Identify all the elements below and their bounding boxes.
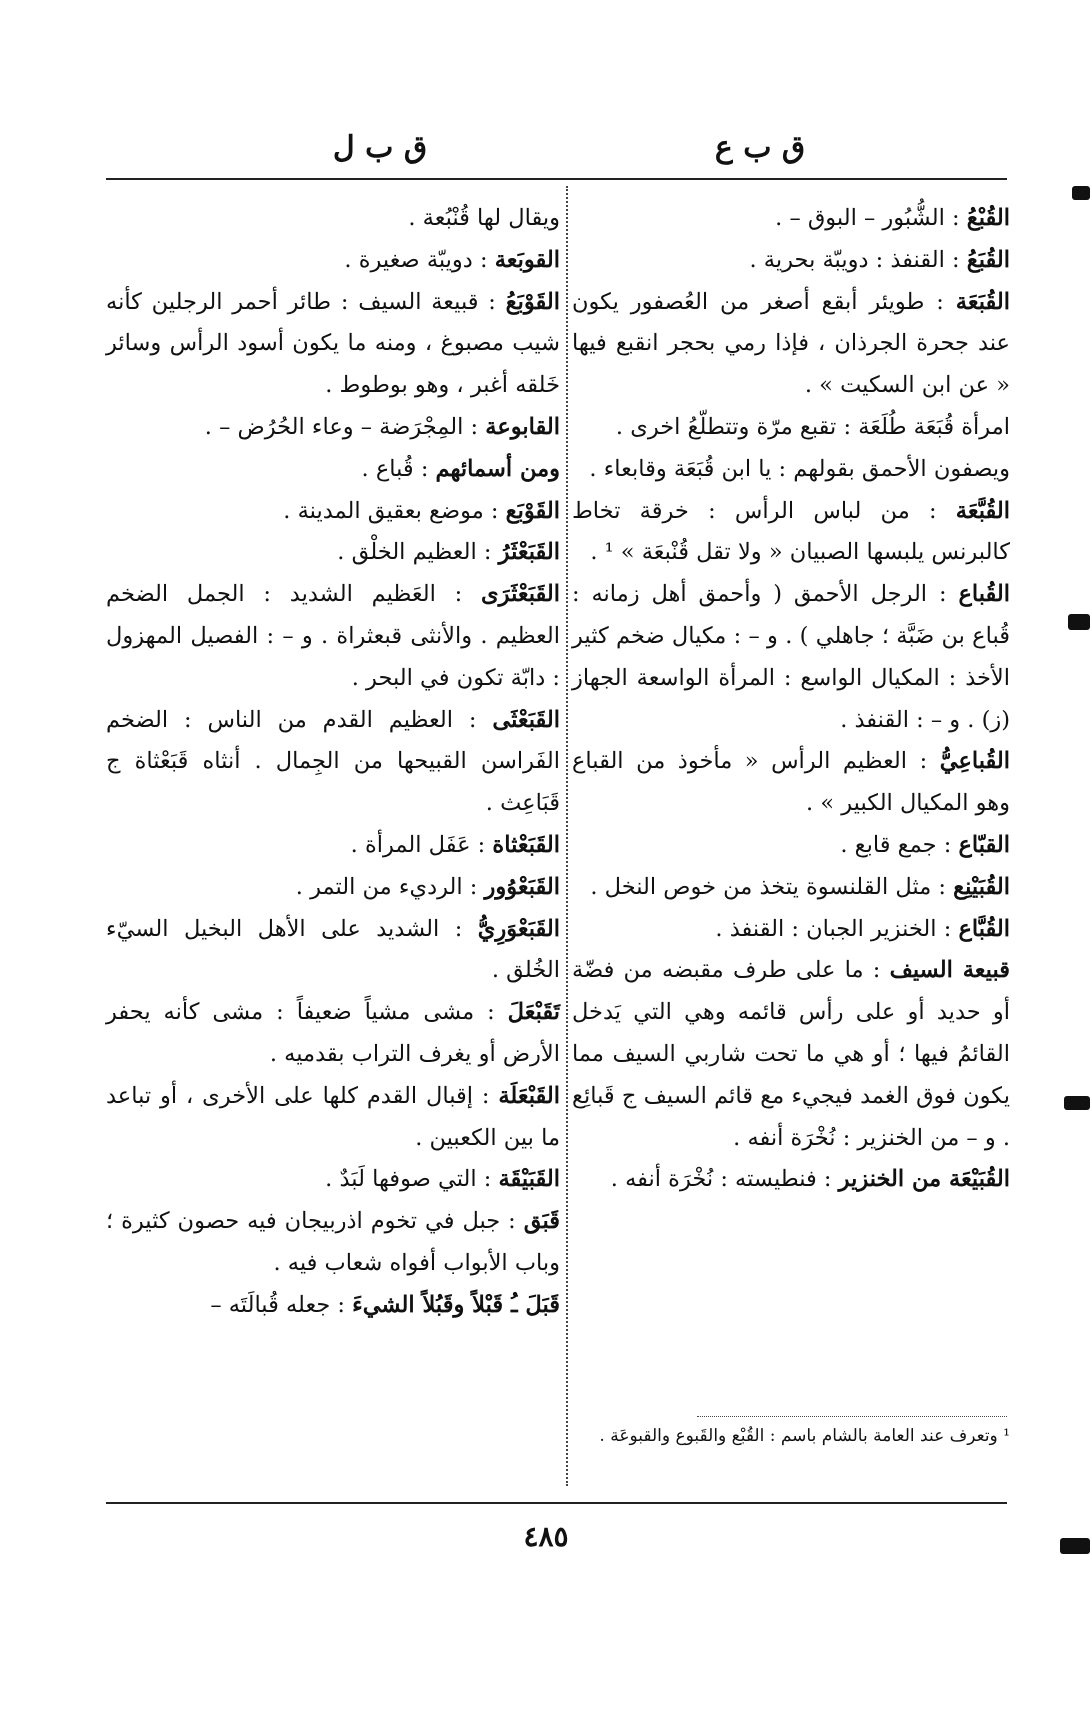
entry-definition: : قُباع . bbox=[361, 455, 436, 482]
dictionary-entry bbox=[106, 240, 560, 282]
entry-definition: : مثل القلنسوة يتخذ من خوص النخل . bbox=[590, 873, 954, 900]
entry-headword: القَبَعْوَرِيُّ bbox=[477, 915, 560, 942]
entry-definition: : الشُّبُور – البوق – . bbox=[775, 205, 967, 231]
dictionary-entry bbox=[106, 1201, 560, 1285]
entry-headword: قبيعة السيف bbox=[889, 957, 1010, 984]
entry-definition: : من لباس الرأس : خرقة تخاط كالبرنس يلبسها الصبيان « ولا تقل قُنْبعَة » ¹ . bbox=[572, 497, 1010, 566]
footnote-rule bbox=[697, 1416, 1007, 1417]
entry-definition: : القنفذ : دويبّة بحرية . bbox=[749, 246, 967, 273]
dictionary-entry bbox=[106, 1076, 560, 1160]
entry-definition: : العظيم الخلْق . bbox=[337, 539, 499, 566]
entry-headword: القَوْبَع bbox=[505, 497, 560, 524]
entry-headword: القُبَّعَة bbox=[955, 497, 1010, 524]
entry-headword: القَبَيْقَة bbox=[498, 1166, 560, 1193]
dictionary-entry bbox=[106, 532, 560, 574]
running-header-right: ق ب ع bbox=[714, 130, 806, 165]
entry-headword: القُبَعَة bbox=[955, 288, 1010, 315]
entry-headword: القَبْعَلَة bbox=[498, 1082, 560, 1109]
entry-headword: القوبَعة bbox=[494, 246, 560, 273]
entry-definition: : دويبّة صغيرة . bbox=[344, 246, 495, 273]
entry-headword: قَبَلَ ـُ قَبْلاً وقَبُلاً الشيءَ bbox=[352, 1291, 560, 1318]
dictionary-entry bbox=[572, 950, 1010, 1159]
entry-definition: : جمع قابع . bbox=[840, 831, 959, 858]
entry-definition: : موضع بعقيق المدينة . bbox=[283, 497, 506, 524]
dictionary-entry bbox=[572, 449, 1010, 491]
dictionary-entry bbox=[106, 909, 560, 993]
entry-definition: ويصفون الأحمق بقولهم : يا ابن قُبَعَة وقابعاء . bbox=[589, 455, 1010, 482]
dictionary-entry bbox=[572, 574, 1010, 741]
dictionary-entry bbox=[106, 574, 560, 699]
dictionary-entry bbox=[106, 1285, 560, 1327]
entry-definition: : عَفَل المرأة . bbox=[350, 831, 493, 858]
entry-headword: القَبَعْوُور bbox=[484, 873, 560, 900]
dictionary-entry bbox=[572, 867, 1010, 909]
entry-definition: : المِجْرَضة – وعاء الحُرُض – . bbox=[204, 413, 486, 440]
entry-headword: القُباع bbox=[958, 581, 1010, 608]
entry-definition: : الرجل الأحمق ( وأحمق أهل زمانه : قُباع بن ضَبَّة ؛ جاهلي ) . و – : مكيال ضخم كثير الأخذ : المكيال الواسع : المرأة الواسعة الجهاز (ز) . و – : القنفذ . bbox=[572, 581, 1010, 733]
entry-definition: ويقال لها قُنْبُعة . bbox=[408, 205, 560, 231]
entry-definition: : قبيعة السيف : طائر أحمر الرجلين كأنه شيب مصبوغ ، ومنه ما يكون أسود الرأس وسائر خَلقه أغبر ، وهو بوطوط . bbox=[106, 288, 560, 399]
bottom-rule bbox=[106, 1502, 1007, 1504]
entry-headword: القبّاع bbox=[958, 831, 1010, 858]
dictionary-entry bbox=[572, 240, 1010, 282]
entry-headword: القُباعِيُّ bbox=[939, 748, 1010, 775]
scan-edge-mark bbox=[1060, 1538, 1090, 1554]
entry-headword: القُبْعُ bbox=[966, 205, 1010, 231]
entry-definition: : إقبال القدم كلها على الأخرى ، أو تباعد ما بين الكعبين . bbox=[106, 1082, 560, 1151]
entry-definition: : فنطيسته : نُخْرَة أنفه . bbox=[610, 1166, 839, 1193]
dictionary-entry bbox=[572, 282, 1010, 407]
dictionary-entry bbox=[106, 282, 560, 407]
entry-headword: القُبَّاع bbox=[958, 915, 1010, 942]
entry-headword: القُبَيْعَة من الخنزير bbox=[838, 1166, 1010, 1193]
dictionary-entry bbox=[572, 407, 1010, 449]
scan-edge-mark bbox=[1072, 186, 1090, 200]
entry-definition: : جبل في تخوم اذربيجان فيه حصون كثيرة ؛ وباب الأبواب أفواه شعاب فيه . bbox=[106, 1208, 560, 1276]
page-number: ٤٨٥ bbox=[523, 1520, 569, 1553]
entry-definition: : العَظيم الشديد : الجمل الضخم العظيم . والأنثى قبعثراة . و – : الفصيل المهزول : دابّة تكون في البحر . bbox=[106, 581, 560, 691]
entry-headword: القَبَعْثَرَى bbox=[481, 581, 560, 608]
entry-headword: القَبَعْثاة bbox=[492, 831, 560, 858]
entry-headword: ومن أسمائهم bbox=[435, 455, 560, 482]
column-divider bbox=[566, 186, 568, 1486]
dictionary-entry bbox=[106, 491, 560, 533]
dictionary-entry bbox=[106, 198, 560, 240]
entry-definition: امرأة قُبَعَة طُلَعَة : تقبع مرّة وتتطلّعُ اخرى . bbox=[615, 413, 1010, 440]
right-column bbox=[572, 198, 1010, 1201]
entry-definition: : الخنزير الجبان : القنفذ . bbox=[715, 915, 959, 942]
entry-definition: : جعله قُبالَتَه – bbox=[210, 1291, 353, 1318]
dictionary-entry bbox=[572, 491, 1010, 575]
dictionary-entry bbox=[572, 198, 1010, 240]
dictionary-entry bbox=[106, 992, 560, 1076]
scan-edge-mark bbox=[1064, 1096, 1090, 1110]
dictionary-entry bbox=[106, 700, 560, 825]
entry-headword: القَوْبَعُ bbox=[505, 288, 560, 315]
entry-definition: : العظيم القدم من الناس : الضخم الفَراسن القبيحها من الجِمال . أنثاه قَبَعْثاة ج قَبَاعِث . bbox=[106, 706, 560, 817]
entry-definition: : مشى مشياً ضعيفاً : مشى كأنه يحفر الأرض أو يغرف التراب بقدميه . bbox=[106, 999, 560, 1067]
entry-definition: : التي صوفها لَبَدٌ . bbox=[325, 1166, 499, 1193]
dictionary-entry bbox=[572, 909, 1010, 951]
top-rule bbox=[106, 178, 1007, 180]
dictionary-entry bbox=[106, 867, 560, 909]
scan-edge-mark bbox=[1068, 614, 1090, 630]
entry-definition: : الشديد على الأهل البخيل السيّء الخُلق . bbox=[106, 915, 560, 984]
entry-definition: : العظيم الرأس « مأخوذ من القباع وهو المكيال الكبير » . bbox=[572, 748, 1010, 817]
entry-headword: القابوعة bbox=[485, 413, 560, 440]
entry-headword: قَبَق bbox=[523, 1208, 560, 1235]
entry-headword: القَبَعْثَرُ bbox=[498, 539, 560, 566]
dictionary-entry bbox=[572, 1159, 1010, 1201]
dictionary-entry bbox=[572, 825, 1010, 867]
entry-headword: القُبَيْنِع bbox=[953, 873, 1010, 900]
footnote: ¹ وتعرف عند العامة بالشام باسم : القُبْع والقَبوع والقبوعَة . bbox=[599, 1426, 1010, 1446]
entry-definition: : طويئر أبقع أصغر من العُصفور يكون عند جحرة الجرذان ، فإذا رمي بحجر انقبع فيها « عن ابن السكيت » . bbox=[572, 288, 1010, 399]
running-header-left: ق ب ل bbox=[332, 130, 428, 165]
entry-definition: : الرديء من التمر . bbox=[295, 873, 485, 900]
entry-headword: القَبَعْثَى bbox=[492, 706, 560, 733]
left-column bbox=[106, 198, 560, 1327]
dictionary-entry bbox=[572, 741, 1010, 825]
entry-headword: تَقَبْعَلَ bbox=[507, 999, 560, 1026]
entry-headword: القُبَعُ bbox=[966, 246, 1010, 273]
dictionary-entry bbox=[106, 1159, 560, 1201]
dictionary-entry bbox=[106, 449, 560, 491]
dictionary-entry bbox=[106, 407, 560, 449]
entry-definition: : ما على طرف مقبضه من فضّة أو حديد أو على رأس قائمه وهي التي يَدخل القائمُ فيها ؛ أو هي ما تحت شاربي السيف مما يكون فوق الغمد فيجيء مع قائم السيف ج قَبائِع . و – من الخنزير : نُخْرَة أنفه . bbox=[572, 957, 1010, 1151]
dictionary-entry bbox=[106, 825, 560, 867]
